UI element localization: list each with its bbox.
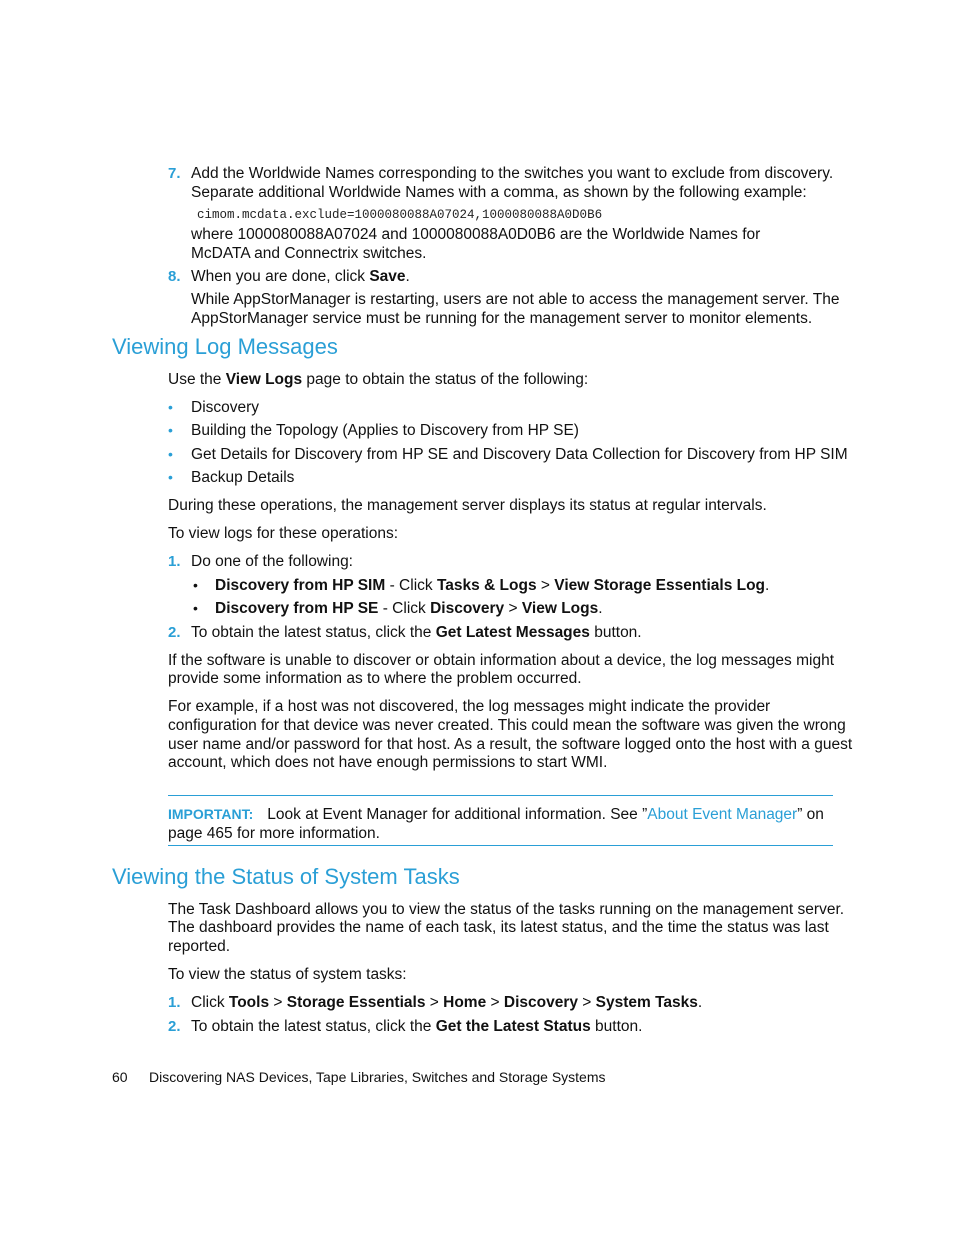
step-7-line-1: Add the Worldwide Names corresponding to the switches you want to exclude from discovery. <box>191 165 834 182</box>
section2-para-line-2: The dashboard provides the name of each task, its latest status, and the time the status was last <box>168 919 829 936</box>
s1-step-2-post: button. <box>589 624 642 641</box>
s2-step-1-pre: Click <box>191 994 229 1011</box>
s2-gt: > <box>269 994 287 1011</box>
intro-view-logs: View Logs <box>225 371 303 388</box>
section2-to-view: To view the status of system tasks: <box>168 966 407 983</box>
important-pre: Look at Event Manager for additional information. See ” <box>267 806 648 823</box>
para-to-view-logs: To view logs for these operations: <box>168 525 399 542</box>
section-heading-viewing-system-tasks: Viewing the Status of System Tasks <box>112 864 460 889</box>
intro-pre: Use the <box>168 371 226 388</box>
para-if-line-1: If the software is unable to discover or obtain information about a device, the log messages might <box>168 652 835 669</box>
sub1-bold-1: Discovery from HP SIM <box>215 577 386 594</box>
section-heading-viewing-log-messages: Viewing Log Messages <box>112 334 338 359</box>
sub2-text-3: . <box>598 600 603 617</box>
para-during-operations: During these operations, the management server displays its status at regular intervals. <box>168 497 767 514</box>
s2-step-2-pre: To obtain the latest status, click the <box>191 1018 436 1035</box>
sub1-bold-3: View Storage Essentials Log <box>554 577 766 594</box>
step-8-text <box>191 267 410 286</box>
sub-bullet-icon: • <box>193 600 198 616</box>
intro-post: page to obtain the status of the following: <box>302 371 589 388</box>
s2-tools: Tools <box>228 994 270 1011</box>
s2-home: Home <box>443 994 487 1011</box>
s2-step-2-text <box>191 1017 642 1036</box>
s2-gt: > <box>425 994 444 1011</box>
s1-step-1-number: 1. <box>168 553 181 570</box>
sub-bullet-hp-se <box>215 599 603 618</box>
bullet-icon: • <box>168 422 173 438</box>
s1-step-1-text: Do one of the following: <box>191 553 353 570</box>
para-example-line-2: configuration for that device was never created. This could mean the software was given the wrong <box>168 717 846 734</box>
step-7-line-4: McDATA and Connectrix switches. <box>191 245 427 262</box>
bullet-icon: • <box>168 446 173 462</box>
step-8-para-line-1: While AppStorManager is restarting, users are not able to access the management server. The <box>191 291 840 308</box>
s2-step-2-bold: Get the Latest Status <box>435 1018 591 1035</box>
footer-title: Discovering NAS Devices, Tape Libraries, Switches and Storage Systems <box>149 1069 606 1085</box>
step-7-line-2: Separate additional Worldwide Names with a comma, as shown by the following example: <box>191 184 807 201</box>
important-post: ” on <box>797 806 824 823</box>
sub-bullet-hp-sim <box>215 576 769 595</box>
section2-para-line-3: reported. <box>168 938 231 955</box>
s2-step-1-text <box>191 993 702 1012</box>
important-note-line-2: page 465 for more information. <box>168 825 380 842</box>
bullet-item-backup: Backup Details <box>191 469 295 486</box>
sub-bullet-icon: • <box>193 577 198 593</box>
bullet-item-get-details: Get Details for Discovery from HP SE and Discovery Data Collection for Discovery from HP SIM <box>191 446 848 463</box>
section2-para-line-1: The Task Dashboard allows you to view the status of the tasks running on the management server. <box>168 901 845 918</box>
bullet-item-topology: Building the Topology (Applies to Discovery from HP SE) <box>191 422 579 439</box>
step-7-number: 7. <box>168 165 181 182</box>
code-example: cimom.mcdata.exclude=1000080088A07024,1000080088A0D0B6 <box>197 208 603 222</box>
s2-step-2-post: button. <box>590 1018 643 1035</box>
s1-step-2-pre: To obtain the latest status, click the <box>191 624 436 641</box>
step-8-save-ui: Save <box>369 268 406 285</box>
s2-discovery: Discovery <box>503 994 578 1011</box>
step-8-pre: When you are done, click <box>191 268 370 285</box>
important-note-line-1 <box>168 805 824 824</box>
sub1-text-1: - Click <box>385 577 437 594</box>
para-example-line-1: For example, if a host was not discovered, the log messages might indicate the provider <box>168 698 771 715</box>
sub2-bold-2: Discovery <box>430 600 505 617</box>
important-top-rule <box>168 795 833 796</box>
important-bottom-rule <box>168 845 833 846</box>
footer-page-number: 60 <box>112 1069 128 1085</box>
sub2-text-1: - Click <box>378 600 431 617</box>
sub1-bold-2: Tasks & Logs <box>436 577 537 594</box>
s2-gt: > <box>577 994 596 1011</box>
s1-step-2-text <box>191 623 642 642</box>
para-if-line-2: provide some information as to where the problem occurred. <box>168 670 582 687</box>
sub1-text-3: . <box>765 577 770 594</box>
about-event-manager-link[interactable]: About Event Manager <box>647 806 798 823</box>
bullet-icon: • <box>168 399 173 415</box>
para-example-line-4: account, which does not have enough permissions to start WMI. <box>168 754 608 771</box>
s1-step-2-bold: Get Latest Messages <box>435 624 590 641</box>
step-8-number: 8. <box>168 268 181 285</box>
s2-gt: > <box>486 994 504 1011</box>
step-8-post: . <box>405 268 410 285</box>
s2-step-2-number: 2. <box>168 1018 181 1035</box>
bullet-item-discovery: Discovery <box>191 399 260 416</box>
step-8-para-line-2: AppStorManager service must be running for the management server to monitor elements. <box>191 310 813 327</box>
sub2-text-2: > <box>504 600 522 617</box>
s2-system-tasks: System Tasks <box>595 994 698 1011</box>
bullet-icon: • <box>168 469 173 485</box>
s2-storage-essentials: Storage Essentials <box>286 994 426 1011</box>
section1-intro <box>168 370 588 389</box>
sub2-bold-3: View Logs <box>521 600 599 617</box>
s2-end: . <box>697 994 703 1011</box>
s2-step-1-number: 1. <box>168 994 181 1011</box>
sub2-bold-1: Discovery from HP SE <box>215 600 379 617</box>
important-label: IMPORTANT: <box>168 806 254 822</box>
step-7-line-3: where 1000080088A07024 and 1000080088A0D0B6 are the Worldwide Names for <box>191 226 761 243</box>
para-example-line-3: user name and/or password for that host. As a result, the software logged onto the host with a guest <box>168 736 853 753</box>
sub1-text-2: > <box>536 577 555 594</box>
s1-step-2-number: 2. <box>168 624 181 641</box>
